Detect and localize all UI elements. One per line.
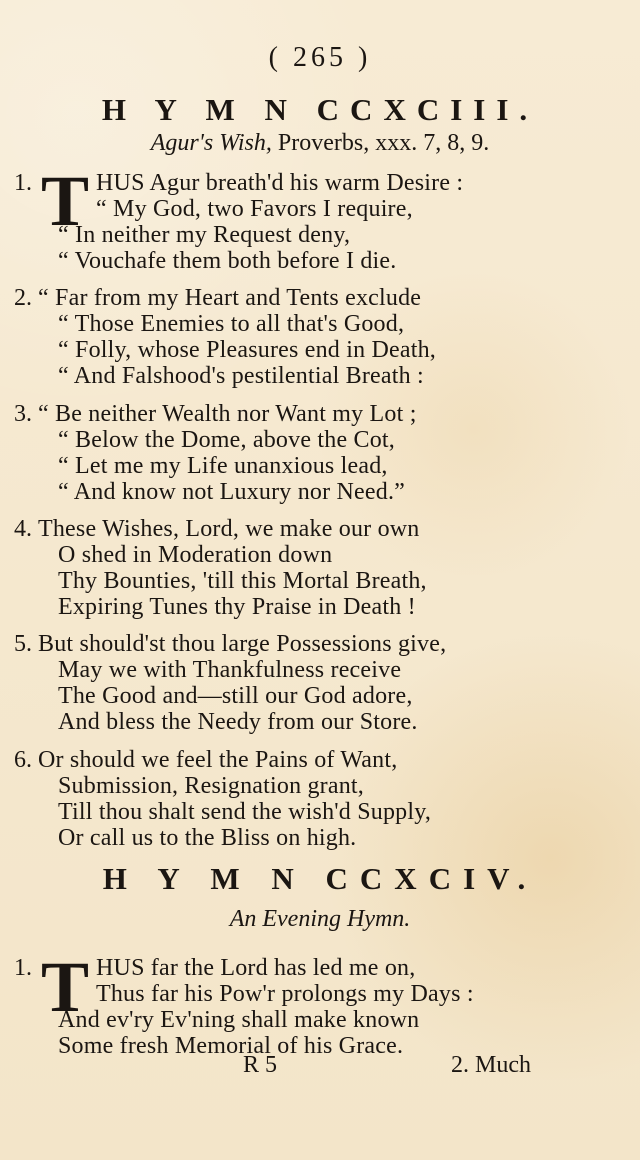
stanza-line: Some fresh Memorial of his Grace. [58,1033,404,1059]
subtitle-italic-text: An Evening Hymn. [229,906,411,932]
stanza-number: 1. [14,170,32,196]
stanza-line: “ Folly, whose Pleasures end in Death, [58,337,436,363]
drop-cap-letter: T [41,947,90,1027]
stanza-line: Or should we feel the Pains of Want, [38,747,398,773]
stanza-line: These Wishes, Lord, we make our own [38,516,420,542]
subtitle-italic-text: Agur's Wish, [150,130,272,156]
stanza-number: 5. [14,631,32,657]
stanza-number: 3. [14,401,32,427]
hymn-subtitle-ccxciii [0,130,640,157]
hymn-title-ccxciii: H Y M N CCXCIII. [101,92,539,127]
page-number: ( 265 ) [268,42,372,73]
stanza-line: “ And Falshood's pestilential Breath : [58,363,424,389]
stanza-line: Thus far his Pow'r prolongs my Days : [96,981,474,1007]
stanza-line: “ Vouchafe them both before I die. [58,248,397,274]
stanza-line: Till thou shalt send the wish'd Supply, [58,799,432,825]
stanza-number: 6. [14,747,32,773]
stanza-line: And bless the Needy from our Store. [58,709,418,735]
stanza-line: Expiring Tunes thy Praise in Death ! [58,594,416,620]
stanza-line: But should'st thou large Possessions give, [38,631,447,657]
stanza-line: And ev'ry Ev'ning shall make known [58,1007,420,1033]
stanza-line: “ In neither my Request deny, [58,222,351,248]
stanza-line: The Good and—still our God adore, [58,683,413,709]
stanza-line: Thy Bounties, 'till this Mortal Breath, [58,568,427,594]
stanza-line: HUS Agur breath'd his warm Desire : [96,170,464,196]
stanza-number: 4. [14,516,32,542]
stanza-number: 2. [14,285,32,311]
hymn-subtitle-ccxciv [0,906,640,933]
stanza-line: HUS far the Lord has led me on, [96,955,416,981]
stanza-line: Or call us to the Bliss on high. [58,825,357,851]
hymn-title-ccxciv: H Y M N CCXCIV. [102,861,538,896]
stanza-number: 1. [14,955,32,981]
subtitle-reference-text: Proverbs, xxx. 7, 8, 9. [271,130,490,156]
stanza-line: “ Below the Dome, above the Cot, [58,427,395,453]
signature-mark: R 5 [243,1052,278,1078]
stanza-line: “ My God, two Favors I require, [96,196,413,222]
catchword: 2. Much [451,1052,531,1078]
stanza-line: “ Let me my Life unanxious lead, [58,453,388,479]
stanza-line: “ Those Enemies to all that's Good, [58,311,405,337]
stanza-line: O shed in Moderation down [58,542,333,568]
stanza-line: “ And know not Luxury nor Need.” [58,479,405,505]
stanza-line: “ Far from my Heart and Tents exclude [38,285,422,311]
stanza-line: Submission, Resignation grant, [58,773,364,799]
stanza-line: “ Be neither Wealth nor Want my Lot ; [38,401,417,427]
stanza-line: May we with Thankfulness receive [58,657,402,683]
drop-cap-letter: T [41,161,90,241]
